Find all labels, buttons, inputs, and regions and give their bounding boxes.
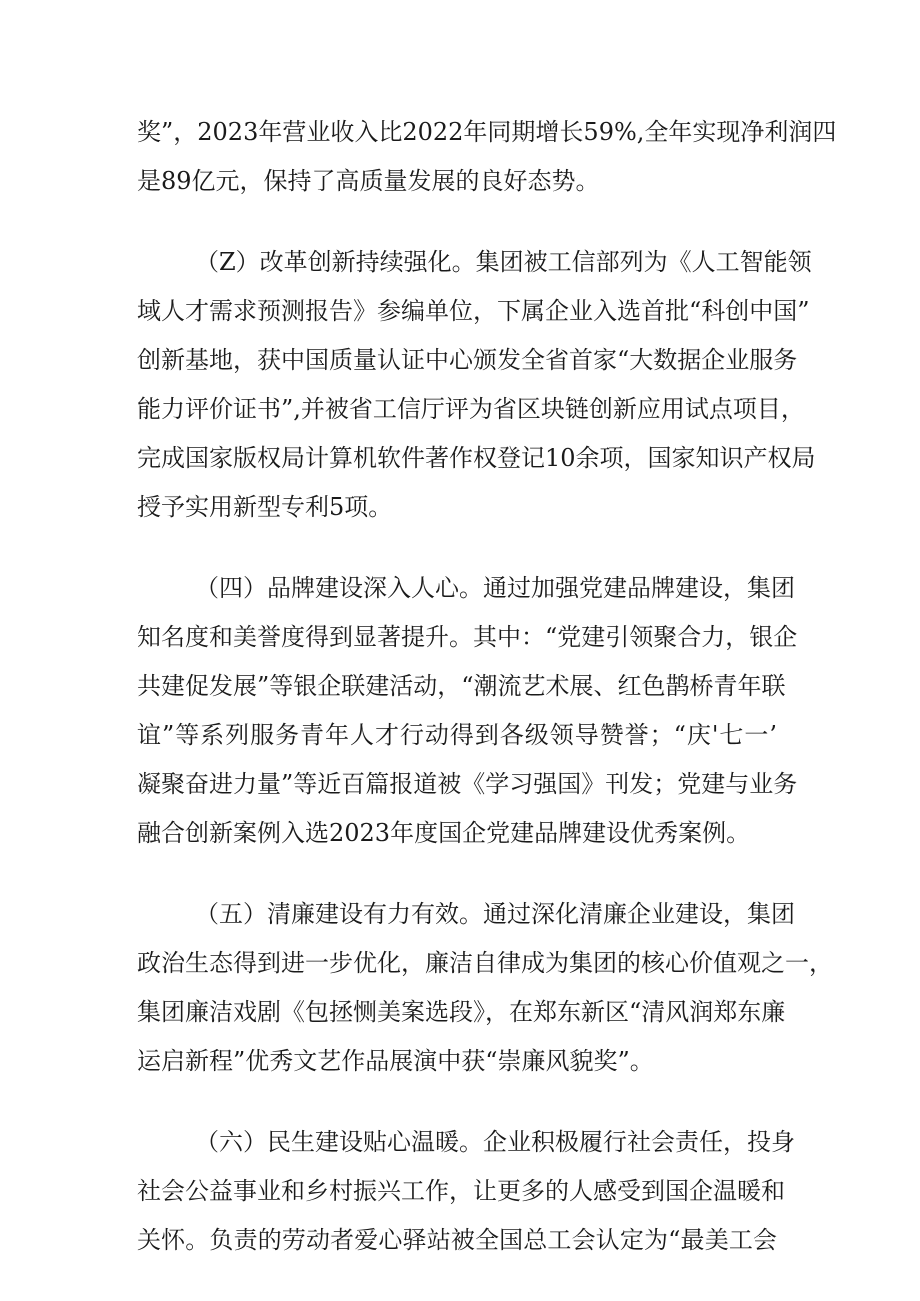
paragraph-brand-building (137, 564, 798, 858)
text-line: 共建促发展”等银企联建活动，“潮流艺术展、红色鹊桥青年联 (137, 672, 786, 700)
paragraph-revenue-continued (137, 108, 837, 206)
text-line: 融合创新案例入选2023年度国企党建品牌建设优秀案例。 (137, 819, 751, 847)
text-line: 知名度和美誉度得到显著提升。其中：“党建引领聚合力，银企 (137, 623, 798, 651)
paragraph-reform-innovation (137, 238, 816, 532)
text-line: 政治生态得到进一步优化，廉洁自律成为集团的核心价值观之一， (137, 949, 833, 977)
text-line: 完成国家版权局计算机软件著作权登记10余项，国家知识产权局 (137, 444, 816, 472)
text-line: 社会公益事业和乡村振兴工作，让更多的人感受到国企温暖和 (137, 1177, 785, 1205)
text-line: 凝聚奋进力量”等近百篇报道被《学习强国》刊发；党建与业务 (137, 770, 798, 798)
text-line: 是89亿元，保持了高质量发展的良好态势。 (137, 167, 600, 195)
text-line: 运启新程”优秀文艺作品展演中获“崇廉风貌奖”。 (137, 1047, 654, 1075)
text-line: 创新基地，获中国质量认证中心颁发全省首家“大数据企业服务 (137, 346, 798, 374)
text-line: （五）清廉建设有力有效。通过深化清廉企业建设，集团 (195, 900, 795, 928)
text-line: 授予实用新型专利5项。 (137, 493, 393, 521)
text-line: 奖”，2023年营业收入比2022年同期增长59%,全年实现净利润四 (137, 118, 837, 146)
paragraph-livelihood-building (137, 1118, 795, 1265)
text-line: 谊”等系列服务青年人才行动得到各级领导赞誉；“庆'七一’ (137, 721, 777, 749)
text-line: 关怀。负责的劳动者爱心驿站被全国总工会认定为“最美工会 (137, 1226, 777, 1254)
text-line: （Z）改革创新持续强化。集团被工信部列为《人工智能领 (195, 248, 812, 276)
text-line: 集团廉洁戏剧《包拯恻美案选段》，在郑东新区“清风润郑东廉 (137, 998, 786, 1026)
text-line: （六）民生建设贴心温暖。企业积极履行社会责任，投身 (195, 1128, 795, 1156)
text-line: 域人才需求预测报告》参编单位，下属企业入选首批“科创中国” (137, 297, 810, 325)
document-body (137, 108, 837, 1297)
text-line: 能力评价证书”,并被省工信厅评为省区块链创新应用试点项目， (137, 395, 805, 423)
paragraph-integrity-building (137, 890, 833, 1086)
text-line: （四）品牌建设深入人心。通过加强党建品牌建设，集团 (195, 574, 795, 602)
